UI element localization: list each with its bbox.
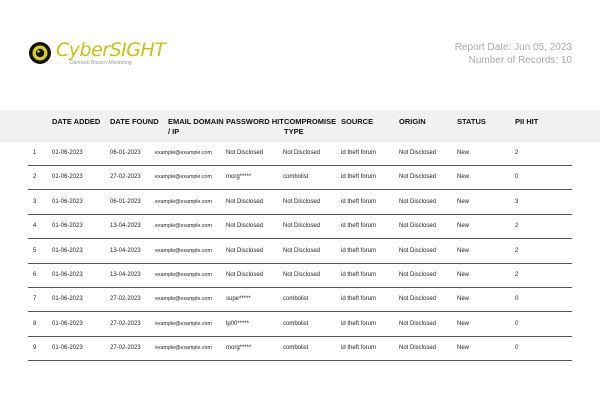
logo-text xyxy=(56,40,165,66)
row-number: 9 xyxy=(33,345,37,352)
date-found-cell: 13-04-2023 xyxy=(110,247,141,254)
table-header xyxy=(0,110,600,142)
source-cell: id theft forum xyxy=(341,174,377,181)
date-found-cell: 13-04-2023 xyxy=(110,272,141,278)
table-row xyxy=(0,264,600,288)
date-added-cell: 01-06-2023 xyxy=(52,223,83,230)
row-number: 7 xyxy=(33,296,37,303)
brand-tagline: Darkweb Breach Monitoring xyxy=(70,60,132,66)
email-cell: example@example.com xyxy=(155,150,212,156)
email-cell: example@example.com xyxy=(155,198,212,205)
source-cell: id theft forum xyxy=(341,150,377,156)
origin-cell: Not Disclosed xyxy=(399,247,437,254)
row-number: 2 xyxy=(33,174,37,181)
date-added-cell: 01-06-2023 xyxy=(52,296,83,303)
source-cell: id theft forum xyxy=(341,320,377,327)
compromise-type-cell: combolist xyxy=(283,296,309,303)
pii-hit-cell: 0 xyxy=(515,296,519,303)
pii-hit-cell: 0 xyxy=(515,174,519,181)
source-cell: id theft forum xyxy=(341,272,377,278)
report-meta xyxy=(455,42,572,67)
email-cell: example@example.com xyxy=(155,272,212,278)
compromise-type-cell: Not Disclosed xyxy=(283,150,321,156)
status-cell: New xyxy=(457,174,470,181)
origin-cell: Not Disclosed xyxy=(399,150,437,156)
source-cell: id theft forum xyxy=(341,345,377,352)
status-cell: New xyxy=(457,150,470,156)
table-row xyxy=(0,166,600,190)
header-password-hit: PASSWORD HIT xyxy=(226,117,284,126)
origin-cell: Not Disclosed xyxy=(399,174,437,181)
compromise-type-cell: Not Disclosed xyxy=(283,247,321,254)
origin-cell: Not Disclosed xyxy=(399,296,437,303)
date-added-cell: 01-06-2023 xyxy=(52,198,83,205)
report-date: Report Date: Jun 05, 2023 xyxy=(454,42,572,53)
source-cell: id theft forum xyxy=(341,198,377,205)
compromise-type-cell: combolist xyxy=(283,320,309,327)
email-cell: example@example.com xyxy=(155,174,212,181)
date-added-cell: 01-06-2023 xyxy=(52,272,83,278)
compromise-type-cell: combolist xyxy=(283,345,309,352)
date-added-cell: 01-06-2023 xyxy=(52,320,83,327)
email-cell: example@example.com xyxy=(155,247,212,254)
header-date-found: DATE FOUND xyxy=(110,117,159,126)
email-cell: example@example.com xyxy=(155,320,212,327)
password-hit-cell: Not Disclosed xyxy=(226,150,264,156)
row-number: 1 xyxy=(33,150,37,156)
header-source: SOURCE xyxy=(341,117,374,126)
status-cell: New xyxy=(457,223,470,230)
header-email-domain: EMAIL DOMAIN / IP xyxy=(168,117,224,136)
header-status: STATUS xyxy=(457,117,486,126)
date-found-cell: 06-01-2023 xyxy=(110,198,141,205)
origin-cell: Not Disclosed xyxy=(399,320,437,327)
header-date-added: DATE ADDED xyxy=(52,117,101,126)
pii-hit-cell: 2 xyxy=(515,247,519,254)
brand-name: CyberSIGHT xyxy=(56,39,166,61)
compromise-type-cell: Not Disclosed xyxy=(283,198,321,205)
status-cell: New xyxy=(457,272,470,278)
password-hit-cell: lp00***** xyxy=(226,320,250,327)
row-number: 3 xyxy=(33,198,37,205)
origin-cell: Not Disclosed xyxy=(399,272,437,278)
row-number: 6 xyxy=(33,272,37,278)
pii-hit-cell: 0 xyxy=(515,320,519,327)
row-number: 8 xyxy=(33,320,37,327)
compromise-type-cell: Not Disclosed xyxy=(283,223,321,230)
email-cell: example@example.com xyxy=(155,296,212,303)
status-cell: New xyxy=(457,247,470,254)
date-found-cell: 27-02-2023 xyxy=(110,320,141,327)
table-row xyxy=(0,215,600,239)
password-hit-cell: Not Disclosed xyxy=(226,198,264,205)
password-hit-cell: Not Disclosed xyxy=(226,272,264,278)
origin-cell: Not Disclosed xyxy=(399,345,437,352)
compromise-type-cell: Not Disclosed xyxy=(283,272,321,278)
table-row xyxy=(0,142,600,166)
date-added-cell: 01-06-2023 xyxy=(52,247,83,254)
pii-hit-cell: 2 xyxy=(515,272,519,278)
date-found-cell: 13-04-2023 xyxy=(110,223,141,230)
pii-hit-cell: 2 xyxy=(515,223,519,230)
table-row xyxy=(0,337,600,361)
source-cell: id theft forum xyxy=(341,247,377,254)
header-compromise-type: COMPROMISE TYPE xyxy=(284,117,337,136)
email-cell: example@example.com xyxy=(155,223,212,230)
password-hit-cell: morg***** xyxy=(226,174,252,181)
date-added-cell: 01-06-2023 xyxy=(52,150,83,156)
email-cell: example@example.com xyxy=(155,345,212,352)
table-row xyxy=(0,313,600,337)
header-origin: ORIGIN xyxy=(399,117,426,126)
header-pii-hit: PII HIT xyxy=(515,117,539,126)
date-added-cell: 01-06-2023 xyxy=(52,174,83,181)
password-hit-cell: supe***** xyxy=(226,296,251,303)
record-count: Number of Records: 10 xyxy=(468,54,572,66)
pii-hit-cell: 0 xyxy=(515,345,519,352)
status-cell: New xyxy=(457,296,470,303)
date-found-cell: 06-01-2023 xyxy=(110,150,141,156)
source-cell: id theft forum xyxy=(341,296,377,303)
date-added-cell: 01-06-2023 xyxy=(52,345,83,352)
table-row xyxy=(0,240,600,264)
row-number: 4 xyxy=(33,223,37,230)
brand-logo xyxy=(28,40,165,66)
table-row xyxy=(0,191,600,215)
date-found-cell: 27-02-2023 xyxy=(110,174,141,181)
pii-hit-cell: 2 xyxy=(515,150,519,156)
date-found-cell: 27-02-2023 xyxy=(110,345,141,352)
status-cell: New xyxy=(457,320,470,327)
password-hit-cell: Not Disclosed xyxy=(226,247,264,254)
source-cell: id theft forum xyxy=(341,223,377,230)
status-cell: New xyxy=(457,345,470,352)
origin-cell: Not Disclosed xyxy=(399,223,437,230)
origin-cell: Not Disclosed xyxy=(399,198,437,205)
compromise-type-cell: combolist xyxy=(283,174,309,181)
password-hit-cell: morg***** xyxy=(226,345,252,352)
table-row xyxy=(0,288,600,312)
pii-hit-cell: 3 xyxy=(515,198,519,205)
date-found-cell: 27-02-2023 xyxy=(110,296,141,303)
password-hit-cell: Not Disclosed xyxy=(226,223,264,230)
eye-logo-icon xyxy=(28,41,52,65)
row-number: 5 xyxy=(33,247,37,254)
status-cell: New xyxy=(457,198,470,205)
